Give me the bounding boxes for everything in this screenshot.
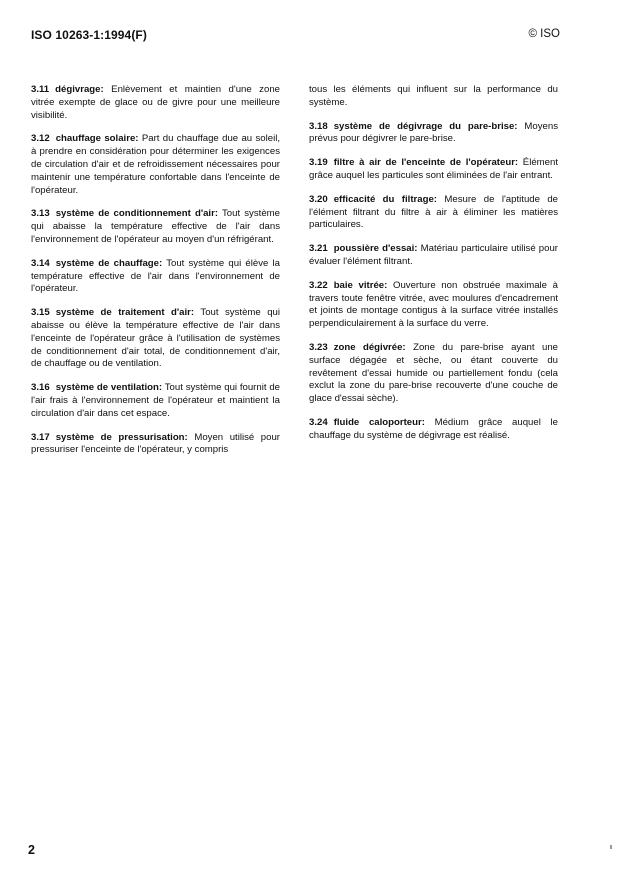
definition-entry [31, 307, 280, 371]
entry-text: Mesure de l'aptitude de l'élément filtrant du filtre à air à éliminer les matières particulaires. [309, 193, 559, 231]
entry-text: Matériau particulaire utilisé pour évaluer l'élément filtrant. [309, 243, 558, 267]
entry-term: système de traitement d'air: [55, 307, 195, 319]
entry-text: Moyens prévus pour dégivrer le pare-brise. [309, 120, 559, 145]
entry-text: Tout système qui abaisse la température effective de l'air dans l'environnement de l'opérateur au moyen d'un réfrigérant. [31, 208, 280, 245]
entry-text: Zone du pare-brise ayant une surface dégagée et sèche, ou étant couverte du revêtement d'essai humide ou partiellement fondu (cela exclut la zone du pare-brise recouverte d'une couche de glace d'essai sèche). [309, 341, 558, 405]
entry-term: zone dégivrée: [333, 341, 406, 353]
definition-entry [31, 382, 280, 420]
definition-entry [309, 121, 558, 147]
entry-text: Enlèvement et maintien d'une zone vitrée exempte de glace ou de givre pour une meilleure visibilité. [31, 84, 280, 121]
entry-term: chauffage solaire: [55, 133, 139, 145]
entry-text: Élément grâce auquel les particules sont éliminées de l'air entrant. [309, 157, 558, 181]
definition-entry [309, 157, 558, 183]
entry-text: Tout système qui fournit de l'air frais à l'environnement de l'opérateur et maintient la circulation d'air dans cet espace. [31, 382, 280, 419]
definition-entry [31, 432, 280, 458]
entry-term: fluide caloporteur: [333, 416, 425, 428]
definition-entry [31, 258, 280, 296]
entry-number: 3.23 [309, 341, 328, 353]
definition-entry [309, 243, 558, 269]
definition-entry [309, 342, 558, 406]
entry-number: 3.21 [309, 243, 328, 255]
entry-text: Médium grâce auquel le chauffage du système de dégivrage est réalisé. [309, 416, 558, 441]
entry-number: 3.24 [309, 416, 328, 428]
entry-term: système de pressurisation: [55, 431, 188, 443]
entry-number: 3.20 [309, 193, 328, 205]
entry-term: système de chauffage: [55, 257, 163, 269]
definition-entry [31, 133, 280, 197]
definition-entry [309, 194, 558, 232]
entry-text: Moyen utilisé pour pressuriser l'enceinte de l'opérateur, y compris [31, 431, 280, 456]
entry-term: efficacité du filtrage: [333, 193, 437, 205]
entry-number: 3.19 [309, 157, 328, 169]
definition-entry [309, 417, 558, 443]
definition-entry [31, 208, 280, 246]
entry-term: filtre à air de l'enceinte de l'opérateur: [333, 157, 519, 169]
entry-number: 3.11 [31, 84, 50, 95]
right-column [309, 84, 558, 454]
entry-term: dégivrage: [55, 84, 104, 95]
entry-number: 3.17 [31, 431, 50, 443]
entry-number: 3.15 [31, 307, 50, 319]
entry-text: Tout système qui élève la température effective de l'air dans l'environnement de l'opérateur. [31, 257, 280, 295]
entry-text: Ouverture non obstruée maximale à travers toute fenêtre vitrée, avec moulures d'encadrement et joints de montage contigus à la surface vitrée installés perpendiculairement à la surface du verre. [309, 279, 558, 330]
copyright-mark: © ISO [528, 28, 560, 40]
entry-term: baie vitrée: [333, 279, 388, 291]
entry-text: Tout système qui abaisse ou élève la température effective de l'air dans l'enceinte de l'opérateur grâce à l'utilisation de systèmes de conditionnement d'air total, de conditionnement d'air, de chauffage ou de ventilation. [31, 307, 280, 370]
entry-number: 3.16 [31, 382, 50, 394]
entry-term: système de conditionnement d'air: [55, 208, 219, 220]
entry-number: 3.13 [31, 208, 50, 220]
entry-term: poussière d'essai: [333, 243, 418, 255]
entry-number: 3.18 [309, 120, 328, 132]
entry-term: système de dégivrage du pare-brise: [333, 120, 518, 132]
left-column [31, 84, 280, 468]
entry-number: 3.14 [31, 257, 50, 269]
definition-entry [309, 280, 558, 331]
definition-entry [31, 84, 280, 122]
page-number: 2 [28, 843, 35, 857]
entry-number: 3.12 [31, 133, 50, 145]
continued-text: tous les éléments qui influent sur la performance du système. [309, 84, 558, 108]
entry-term: système de ventilation: [55, 382, 163, 394]
scan-speck [610, 845, 612, 849]
standard-identifier: ISO 10263-1:1994(F) [31, 28, 147, 42]
entry-number: 3.22 [309, 279, 328, 291]
entry-text: Part du chauffage due au soleil, à prendre en considération pour déterminer les exigences de circulation d'air et de refroidissement nécessaires pour maintenir une température confortable dans l'enceinte de l'opérateur. [31, 133, 281, 196]
